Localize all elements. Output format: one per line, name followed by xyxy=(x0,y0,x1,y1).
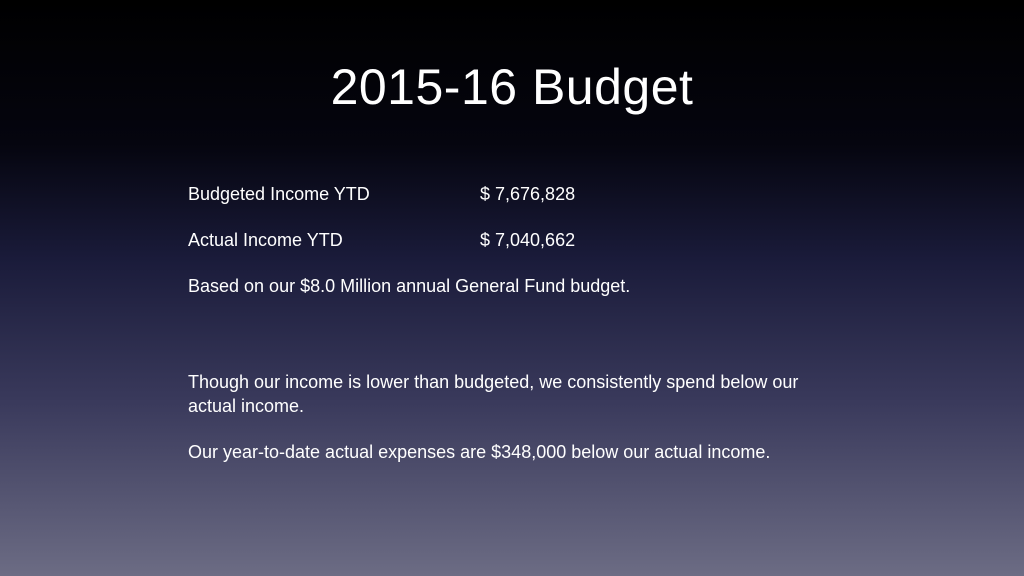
slide-title: 2015-16 Budget xyxy=(330,59,694,115)
budgeted-income-label: Budgeted Income YTD xyxy=(188,184,370,204)
income-spending-paragraph: Though our income is lower than budgeted, we consistently spend below our actual income. xyxy=(188,372,799,416)
actual-income-label: Actual Income YTD xyxy=(188,230,343,250)
actual-income-value: $ 7,040,662 xyxy=(480,230,576,250)
slide-body xyxy=(188,182,888,464)
budgeted-income-row xyxy=(188,182,888,206)
expenses-paragraph: Our year-to-date actual expenses are $348,000 below our actual income. xyxy=(188,442,771,462)
budget-basis-note: Based on our $8.0 Million annual General Fund budget. xyxy=(188,276,631,296)
budgeted-income-value: $ 7,676,828 xyxy=(480,184,576,204)
section-spacer xyxy=(188,320,888,370)
actual-income-row xyxy=(188,228,888,252)
